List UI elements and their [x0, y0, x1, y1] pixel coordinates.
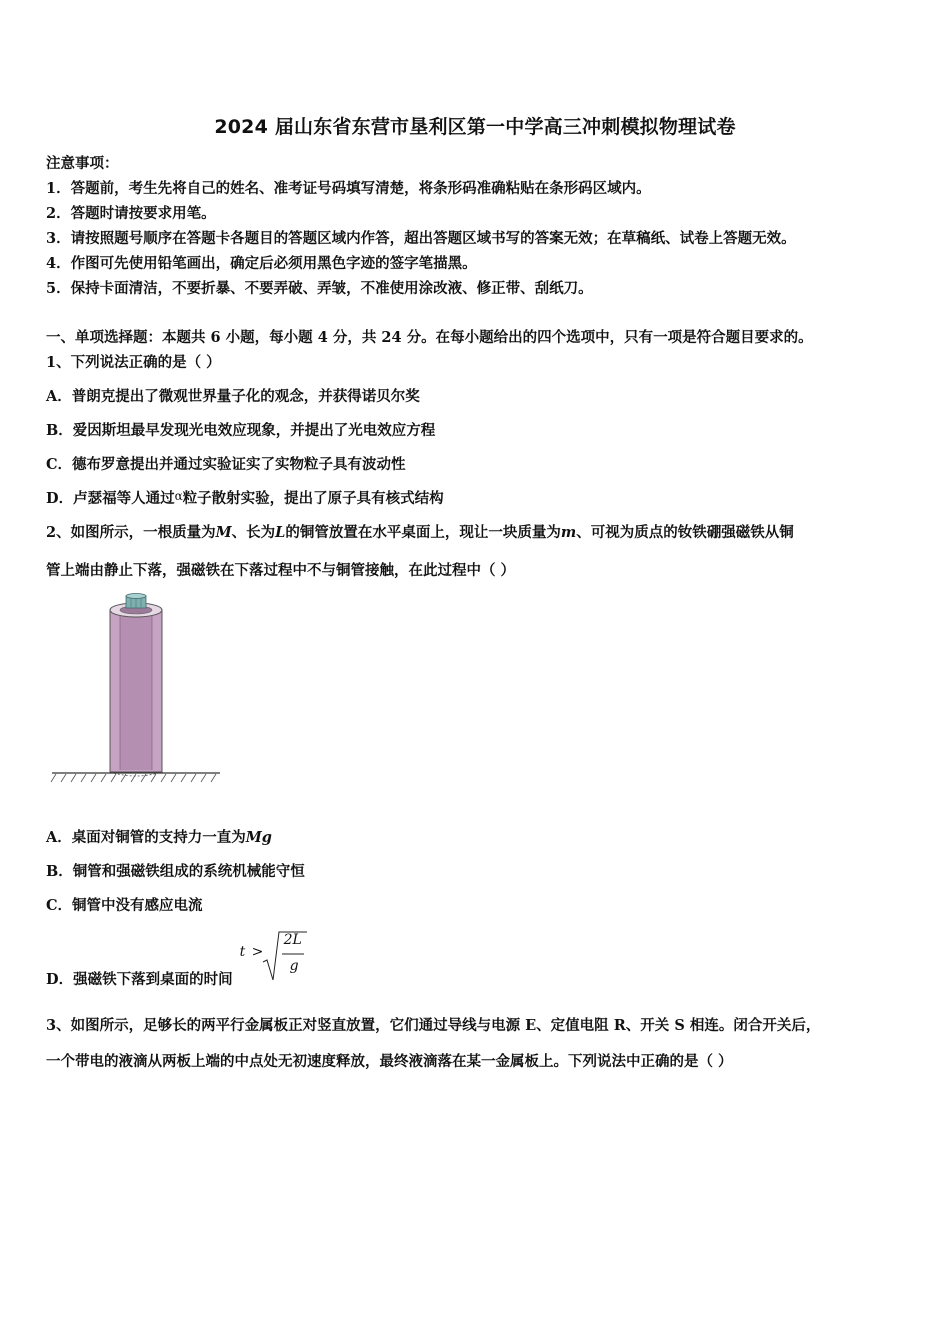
- note-item-3: 3．请按照题号顺序在答题卡各题目的答题区域内作答，超出答题区域书写的答案无效；在草稿纸、试卷上答题无效。: [46, 230, 796, 247]
- q1-option-b: B．爱因斯坦最早发现光电效应现象，并提出了光电效应方程: [46, 422, 436, 439]
- copper-tube-diagram: [50, 592, 222, 797]
- q1-option-d-pre: D．卢瑟福等人通过: [46, 490, 175, 507]
- q3-stem-line2: 一个带电的液滴从两板上端的中点处无初速度释放，最终液滴落在某一金属板上。下列说法中正确的是（ ）: [46, 1053, 733, 1070]
- note-item-2: 2．答题时请按要求用笔。: [46, 205, 216, 222]
- var-m: m: [560, 524, 577, 541]
- q2-stem-part: 的铜管放置在水平桌面上，现让一块质量为: [285, 524, 561, 541]
- q2-stem-line2: 管上端由静止下落，强磁铁在下落过程中不与铜管接触，在此过程中（ ）: [46, 562, 516, 579]
- var-Mg: Mg: [245, 829, 272, 846]
- var-M: M: [215, 524, 232, 541]
- q2-option-a: [46, 826, 272, 847]
- note-item-1: 1．答题前，考生先将自己的姓名、准考证号码填写清楚，将条形码准确粘贴在条形码区域内。: [46, 180, 651, 197]
- var-t: t: [239, 944, 246, 960]
- q2-stem-line1: [46, 521, 794, 542]
- q2-option-a-text: A．桌面对铜管的支持力一直为: [46, 829, 246, 846]
- note-item-4: 4．作图可先使用铅笔画出，确定后必须用黑色字迹的签字笔描黑。: [46, 255, 477, 272]
- q2-option-b: B．铜管和强磁铁组成的系统机械能守恒: [46, 863, 305, 880]
- q1-option-a: A．普朗克提出了微观世界量子化的观念，并获得诺贝尔奖: [46, 388, 420, 405]
- q2-stem-part: 、可视为质点的钕铁硼强磁铁从铜: [576, 524, 794, 541]
- q1-stem: 1、下列说法正确的是（ ）: [46, 354, 221, 371]
- time-inequality: [238, 930, 308, 982]
- greater-than-sign: >: [251, 944, 264, 960]
- tabletop-hatching: [51, 774, 216, 782]
- fraction-numerator: 2L: [283, 932, 302, 948]
- fraction-denominator: g: [289, 958, 299, 974]
- q3-stem-line1: 3、如图所示，足够长的两平行金属板正对竖直放置，它们通过导线与电源 E、定值电阻 R、开关 S 相连。闭合开关后，: [46, 1017, 821, 1034]
- q1-option-d-post: 粒子散射实验，提出了原子具有核式结构: [182, 490, 444, 507]
- q2-option-c: C．铜管中没有感应电流: [46, 897, 203, 914]
- page-title: 2024 届山东省东营市垦利区第一中学高三冲刺模拟物理试卷: [214, 116, 736, 138]
- q2-stem-part: 、长为: [231, 524, 276, 541]
- section-heading: 一、单项选择题：本题共 6 小题，每小题 4 分，共 24 分。在每小题给出的四个选项中，只有一项是符合题目要求的。: [46, 329, 813, 346]
- q1-option-c: C．德布罗意提出并通过实验证实了实物粒子具有波动性: [46, 456, 406, 473]
- notes-heading: 注意事项：: [46, 155, 119, 172]
- note-item-5: 5．保持卡面清洁，不要折暴、不要弄破、弄皱，不准使用涂改液、修正带、刮纸刀。: [46, 280, 593, 297]
- magnet-top: [126, 594, 146, 599]
- q2-option-d: [46, 930, 308, 988]
- q1-option-d: [46, 487, 444, 508]
- copper-tube-figure: [50, 592, 222, 797]
- q2-option-d-text: D．强磁铁下落到桌面的时间: [46, 971, 233, 988]
- alpha-symbol: α: [174, 489, 183, 503]
- var-L: L: [275, 524, 286, 541]
- tube-inner: [120, 614, 152, 770]
- q2-stem-part: 2、如图所示，一根质量为: [46, 524, 216, 541]
